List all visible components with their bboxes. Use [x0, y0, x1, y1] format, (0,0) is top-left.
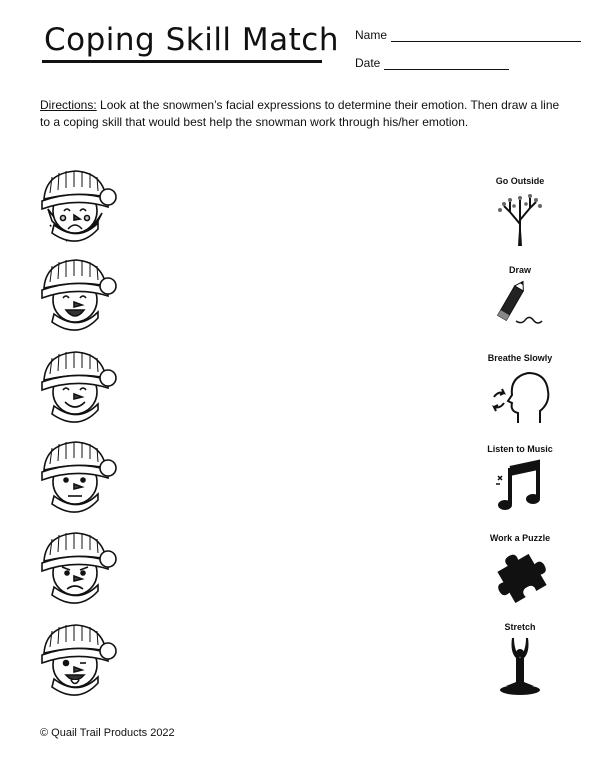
tree-icon	[496, 190, 544, 246]
name-field[interactable]	[355, 28, 581, 42]
skill-draw[interactable]	[470, 265, 570, 329]
date-field[interactable]	[355, 56, 509, 70]
date-line[interactable]	[384, 57, 509, 70]
copyright: © Quail Trail Products 2022	[40, 727, 175, 739]
name-label: Name	[355, 28, 388, 42]
skill-label: Stretch	[504, 622, 536, 632]
skill-work-a-puzzle[interactable]	[470, 533, 570, 603]
snowman-angry	[38, 525, 118, 613]
snowman-neutral	[38, 434, 118, 522]
music-note-icon	[494, 458, 546, 514]
date-label: Date	[355, 56, 381, 70]
skill-label: Go Outside	[495, 176, 545, 186]
directions	[40, 97, 560, 131]
breathing-head-icon	[488, 367, 552, 425]
snowman-happy	[38, 344, 118, 432]
skill-label: Draw	[508, 265, 531, 275]
skill-stretch[interactable]	[470, 622, 570, 698]
name-line[interactable]	[391, 29, 581, 42]
stretch-figure-icon	[498, 636, 542, 698]
puzzle-piece-icon	[492, 547, 548, 603]
skill-listen-to-music[interactable]	[470, 444, 570, 514]
pencil-icon	[490, 279, 550, 329]
directions-lead: Directions:	[40, 98, 97, 112]
skill-label: Work a Puzzle	[489, 533, 551, 543]
skill-go-outside[interactable]	[470, 176, 570, 246]
directions-text: Look at the snowmen’s facial expressions to determine their emotion. Then draw a line to a coping skill that would best help the snowman work through his/her emotion.	[40, 98, 560, 129]
skill-label: Listen to Music	[487, 444, 553, 454]
snowman-silly	[38, 617, 118, 705]
title-underline	[42, 60, 322, 63]
skill-label: Breathe Slowly	[487, 353, 553, 363]
worksheet-title: Coping Skill Match	[44, 22, 339, 58]
snowman-laughing	[38, 252, 118, 340]
skill-breathe-slowly[interactable]	[470, 353, 570, 425]
snowman-crying	[38, 163, 118, 251]
